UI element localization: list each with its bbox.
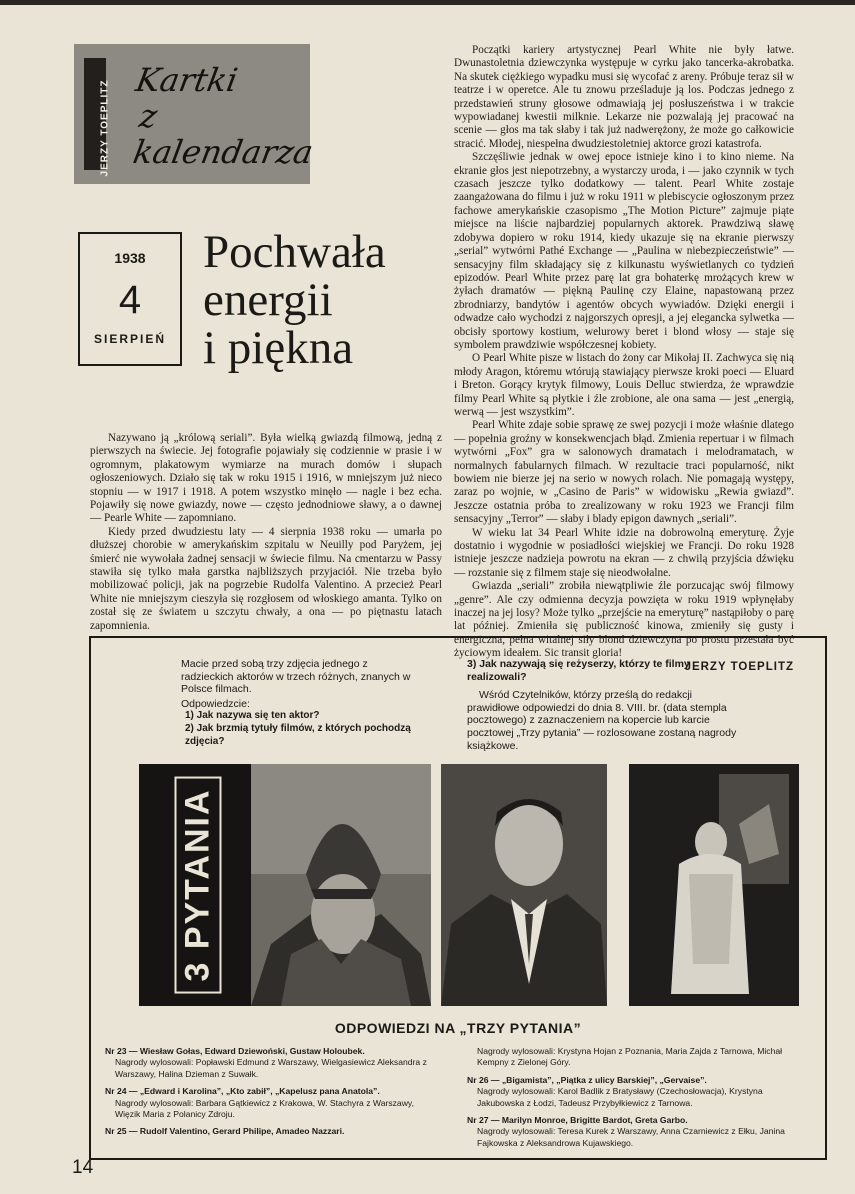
article-headline [203,228,443,372]
paragraph: Kiedy przed dwudziestu laty — 4 sierpnia 1938 roku — umarła po dłuższej chorobie w amerykańskim szpitalu w Neuilly pod Paryżem, jej śmierć nie wywołała żadnej sensacji w świecie filmu. Na cmentarzu w Passy stawiła się tylko mała garstka najbliższych przyjaciół. Nie trzeba było mobilizować policji, jak na pogrzebie Rudolfa Valentino. A przecież Pearl White nie mniejszym cieszyła się rozgłosem od włoskiego amanta. Tylko on został się ze światem u szczytu chwały, a ona — po piętnastu latach zapomnienia. [90,525,442,632]
quiz-answer-label: Odpowiedzcie: [181,697,250,710]
article-column-left [90,432,442,633]
prize-winners: Nagrody wylosowali: Krystyna Hojan z Poznania, Maria Zajda z Tarnowa, Michał Kempny z Zielonej Góry. [477,1046,783,1068]
date-box [78,232,182,366]
page-number: 14 [72,1157,94,1178]
prize-winners: Nagrody wylosowali: Karol Badlik z Bratysławy (Czechosłowacja), Krystyna Jakubowska z Łodzi, Tadeusz Przybyłkiewicz z Tarnowa. [477,1086,763,1108]
top-edge-bar [0,0,855,5]
quiz-questions [181,658,417,748]
series-author-label: JERZY TOEPLITZ [99,79,111,177]
paragraph: Początki kariery artystycznej Pearl White nie były łatwe. Dwunastoletnia dziewczynka występuje w cyrku jako tancerka-akrobatka. Na skutek ciężkiego wypadku musi się wycofać z areny. Próbuje teraz sił w teatrze i w operetce. Ale tu znowu prześladuje ją los. Podczas jednego z przedstawień struny głosowe odmawiają jej posłuszeństwa i w trakcie wypowiadanej kwestii milknie. Lekarze nie pozwalają jej pracować na scenie — głos ma tak słaby i tak już nadwerężony, że może go całkowicie stracić. Młodej, niespełna dwudziestoletniej aktorce grozi katastrofa. [454,44,794,150]
answer-entry: Nr 23 — Wiesław Gołas, Edward Dziewoński, Gustaw Holoubek. [105,1046,365,1056]
photo-actor-helmet [251,764,431,1006]
date-month: SIERPIEŃ [93,332,166,346]
quiz-frame [89,636,827,1160]
paragraph: Pearl White zdaje sobie sprawę ze swej pozycji i może właśnie dlatego — popełnia groźny w konsekwencjach błąd. Zmienia repertuar i w filmach wytwórni „Fox” gra w salonowych dramatach i melodramatach, w normalnych fabularnych filmach. W rezultacie traci popularność, nikt bowiem nie bierze jej na serio w nowych rolach. Nie pomagają występy, zaraz po wojnie, w „Casino de Paris” w widowisku „Rewia gwiazd”. Jeszcze ostatnia próba to zrealizowany w roku 1923 we Francji film sensacyjny „Terror” — słaby i blady epigon dawnych „seriali”. [454,419,794,526]
quiz-question-2: 2) Jak brzmią tytuły filmów, z których pochodzą zdjęcia? [185,722,411,747]
headline-line: energii [203,274,333,326]
photo-actor-dark-room [629,764,799,1006]
paragraph: Szczęśliwie jednak w owej epoce istnieje kino i to kino nieme. Na ekranie głos jest niepotrzebny, a wystarczy uroda, i — jako czynnik w tych czasach jeszcze tylko dodatkowy — talent. Pearl White zostaje zaangażowana do filmu i już w roku 1911 w plebiscycie ogłoszonym przez fachowe amerykańskie czasopismo „The Motion Picture” zajmuje piąte miejsce na liście najbardziej popularnych aktorek. Prawdziwą sławę zdobywa dopiero w roku 1914, kiedy ukazuje się na ekranie pierwszy „serial” wytwórni Pathé Exchange — „Paulina w niebezpieczeństwie” — sensacyjny film składający się z kilkunastu wyświetlanych co tydzień epizodów. Pearl White przez parę lat gra bohaterkę mrożących krew w żyłach dramatów — piękną Paulinę czy Elaine, napastowaną przez zbrodniarzy, bandytów i agentów obcych wywiadów. Dzięki energii i odwadze cało wychodzi z najgorszych opresji, a jej elegancka sylwetka — obcisły sportowy kostium, welurowy beret i blond włosy — staje się symbolem prawdziwie współczesnej kobiety. [454,151,794,351]
column-title-script [120,62,328,170]
quiz-question-1: 1) Jak nazywa się ten aktor? [185,710,320,722]
headline-line: i piękna [203,322,354,374]
quiz-logo-panel [139,764,257,1006]
suit-portrait-illustration [441,764,607,1006]
answers-heading: ODPOWIEDZI NA „TRZY PYTANIA” [334,1020,582,1036]
headline-line: Pochwała [203,226,386,278]
photo-actor-suit [441,764,607,1006]
answer-entry: Nr 25 — Rudolf Valentino, Gerard Philipe, Amadeo Nazzari. [105,1126,345,1137]
answer-entry: Nr 24 — „Edward i Karolina”, „Kto zabił”, „Kapelusz pana Anatola”. [105,1086,380,1097]
prize-winners: Nagrody wylosowali: Barbara Gątkiewicz z Krakowa, W. Stachyra z Warszawy, Więzik Maria z Polanicy Zdroju. [115,1097,414,1120]
helmet-portrait-illustration [251,764,431,1006]
column-title-line1: Kartki [132,61,241,99]
answer-entry: Nr 26 — „Bigamista”, „Piątka z ulicy Barskiej”, „Gervaise”. [467,1074,707,1085]
date-day: 4 [118,278,142,322]
quiz-question-3: 3) Jak nazywają się reżyserzy, którzy te filmy realizowali? [467,658,690,683]
paragraph: W wieku lat 34 Pearl White idzie na dobrowolną emeryturę. Żyje dostatnio i wygodnie w posiadłości wiejskiej we Francji. Do roku 1928 istnieje jeszcze nadzieja powrotu na ekran — z chwilą przyjścia dźwięku — rozstanie się z filmem staje się nieodwołalne. [454,526,794,579]
quiz-question-3-block [467,658,747,752]
paragraph: Gwiazda „seriali” zrobiła niewątpliwie źle porzucając swój filmowy „genre”. Ale czy odmienna decyzja powzięta w roku 1919 wpłynęłaby inaczej na jej losy? Może tylko „przejście na emeryturę” nastąpiłoby o parę lat później. Zmieniła się publiczność kinowa, zmieniły się gusty i energiczna, pełna witalnej siły blond dziewczyna po prostu przestała być życiowym ideałem. Sic transit gloria! [454,580,794,660]
quiz-instructions: Wśród Czytelników, którzy prześlą do redakcji prawidłowe odpowiedzi do dnia 8. VIII. br. (data stempla pocztowego) z zaznaczeniem na kopercie lub karcie pocztowej „Trzy pytania” — rozlosowane zostaną nagrody książkowe. [467,689,737,752]
column-header-box [74,44,317,184]
prize-winners: Nagrody wylosowali: Teresa Kurek z Warszawy, Anna Czarniewicz z Ełku, Janina Fajkowska z Aleksandrowa Kujawskiego. [477,1126,785,1148]
author-strip [84,58,111,177]
author-signature: JERZY TOEPLITZ [684,660,794,673]
answer-entry: Nr 27 — Marilyn Monroe, Brigitte Bardot, Greta Garbo. [467,1115,688,1126]
paragraph: Nazywano ją „królową seriali”. Była wielką gwiazdą filmową, jedną z pierwszych na świecie. Jej fotografie pojawiały się codziennie w prasie i w ogromnym, plakatowym wymiarze na murach domów i słupach ogłoszeniowych. Działo się tak w roku 1915 i 1916, w mniejszym już nieco stopniu — w 1917 i 1918. A potem wszystko minęło — nagle i bez echa. Pojawiły się nowe gwiazdy, nowe — często jednodniowe sławy, a o dawnej — Pearle White — zapomniano. [90,432,442,525]
date-year: 1938 [114,250,146,266]
paragraph: O Pearl White pisze w listach do żony car Mikołaj II. Zachwyca się nią młody Aragon, któremu wtórują stawiający pierwsze kroki poeci — Eluard i Breton. Gorący krytyk filmowy, Louis Delluc stwierdza, że wprawdzie filmy Pearl White są płytkie i źle zrobione, ale ona sama — jest „energią, werwą — jest wszystkim”. [454,352,794,418]
answers-column-right [467,1046,807,1149]
article-column-right [454,44,794,674]
dark-room-scene-illustration [629,764,799,1006]
prize-winners: Nagrody wylosowali: Popławski Edmund z Warszawy, Wielgasiewicz Aleksandra z Warszawy, Halina Dzieman z Suwałk. [115,1057,427,1079]
answers-column-left [105,1046,435,1138]
quiz-intro: Macie przed sobą trzy zdjęcia jednego z radzieckich aktorów w trzech różnych, znanych w Polsce filmach. [181,658,411,696]
quiz-logo-text: 3 PYTANIA [175,776,222,993]
column-title-line2: z kalendarza [130,97,317,171]
